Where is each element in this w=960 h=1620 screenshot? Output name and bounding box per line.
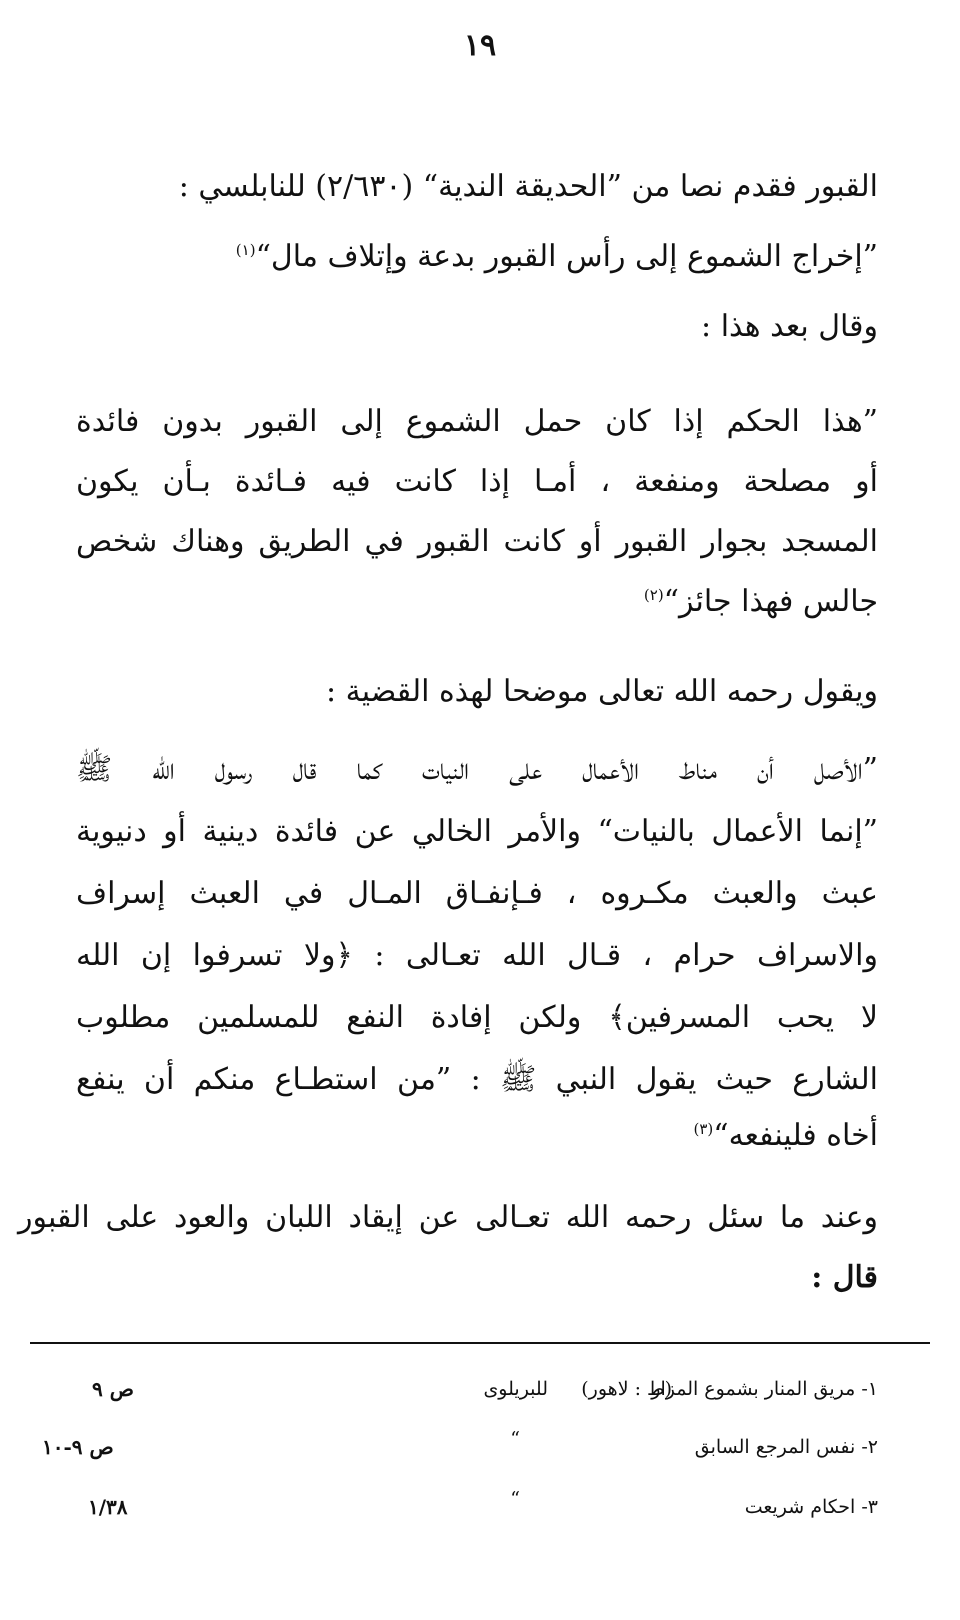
quote-line-1-content: ”إخراج الشموع إلى رأس القبور بدعة وإتلاف مال“ [255, 239, 878, 274]
quote-line-11 [76, 1060, 878, 1100]
text-line-8 [326, 672, 878, 712]
footnote-2 [695, 1432, 878, 1462]
text-line-8-content: ويقول رحمه الله تعالى موضحا لهذه القضية : [325, 674, 878, 709]
quote-line-6-content: ”الأصل أن مناط الأعمال على النيات كما قال رسول الله ﷺ [76, 752, 878, 787]
text-line-1 [179, 167, 878, 207]
quote-line-12 [693, 1116, 878, 1156]
quote-line-5 [644, 582, 878, 622]
quote-line-4 [76, 522, 878, 562]
quote-line-9-content: والاسراف حرام ، قـال الله تعـالى : ﴿ولا تسرفوا إن الله [76, 938, 878, 973]
quote-line-7-content: ”إنما الأعمال بالنيات“ والأمر الخالي عن فائدة دينية أو دنيوية [76, 814, 878, 849]
quote-line-9 [76, 936, 878, 976]
footnote-3 [745, 1492, 878, 1522]
quote-line-11-content: الشارع حيث يقول النبي ﷺ : ”من استطـاع منكم أن ينفع [76, 1062, 878, 1097]
footnote-2-number: ٢- [861, 1436, 878, 1458]
quote-line-6 [76, 750, 878, 790]
footnote-2-title: نفس المرجع السابق [694, 1436, 856, 1458]
quote-line-2-content: ”هذا الحكم إذا كان حمل الشموع إلى القبور بدون فائدة [76, 404, 878, 439]
footnote-1-author: للبريلوى [483, 1378, 548, 1400]
footnote-1-edition: (ط : لاهور) [581, 1378, 672, 1400]
text-line-1-content: القبور فقدم نصا من ”الحديقة الندية“ (٢/٦٣٠) للنابلسي : [178, 169, 878, 204]
quote-line-1 [236, 237, 878, 277]
footnote-3-number: ٣- [861, 1496, 878, 1518]
text-line-3 [701, 307, 878, 347]
footnote-ref-2: (٢) [643, 586, 664, 604]
quote-line-3 [76, 462, 878, 502]
text-line-3-content: وقال بعد هذا : [701, 309, 878, 344]
footnote-1-title: مريق المنار بشموع المزار [651, 1378, 856, 1400]
quote-line-8 [76, 874, 878, 914]
footnote-1-page: ص ٩ [92, 1377, 134, 1401]
text-line-16-content: وعند ما سئل رحمه الله تعـالى عن إيقاد اللبان والعود على القبور [18, 1200, 878, 1235]
footnote-1-number: ١- [861, 1378, 878, 1400]
text-line-17-content: قال : [811, 1260, 878, 1295]
quote-line-7 [76, 812, 878, 852]
footnote-ref-1: (١) [235, 241, 256, 259]
footnote-2-page: ص ٩-١٠ [42, 1435, 114, 1459]
quote-line-2 [76, 402, 878, 442]
quote-line-12-content: أخاه فلينفعه“ [713, 1118, 878, 1153]
footnote-3-title: احكام شريعت [744, 1496, 856, 1518]
footnote-2-ditto: “ [510, 1428, 520, 1450]
footnote-divider [30, 1342, 930, 1344]
quote-line-4-content: المسجد بجوار القبور أو كانت القبور في الطريق وهناك شخص [76, 524, 878, 559]
quote-line-10-content: لا يحب المسرفين﴾ ولكن إفادة النفع للمسلمين مطلوب [76, 1000, 878, 1035]
quote-line-3-content: أو مصلحة ومنفعة ، أمـا إذا كانت فيه فـائدة بـأن يكون [76, 464, 878, 499]
footnote-3-page: ١/٣٨ [88, 1495, 128, 1519]
footnote-1 [651, 1374, 878, 1404]
text-line-17 [811, 1258, 878, 1298]
footnote-ref-3: (٣) [693, 1120, 714, 1138]
quote-line-8-content: عبث والعبث مكـروه ، فـإنفـاق المـال في العبث إسراف [76, 876, 878, 911]
quote-line-5-content: جالس فهذا جائز“ [663, 584, 878, 619]
text-line-16 [18, 1198, 878, 1238]
footnote-3-ditto: “ [510, 1488, 520, 1510]
page-number: ١٩ [463, 28, 497, 63]
quote-line-10 [76, 998, 878, 1038]
